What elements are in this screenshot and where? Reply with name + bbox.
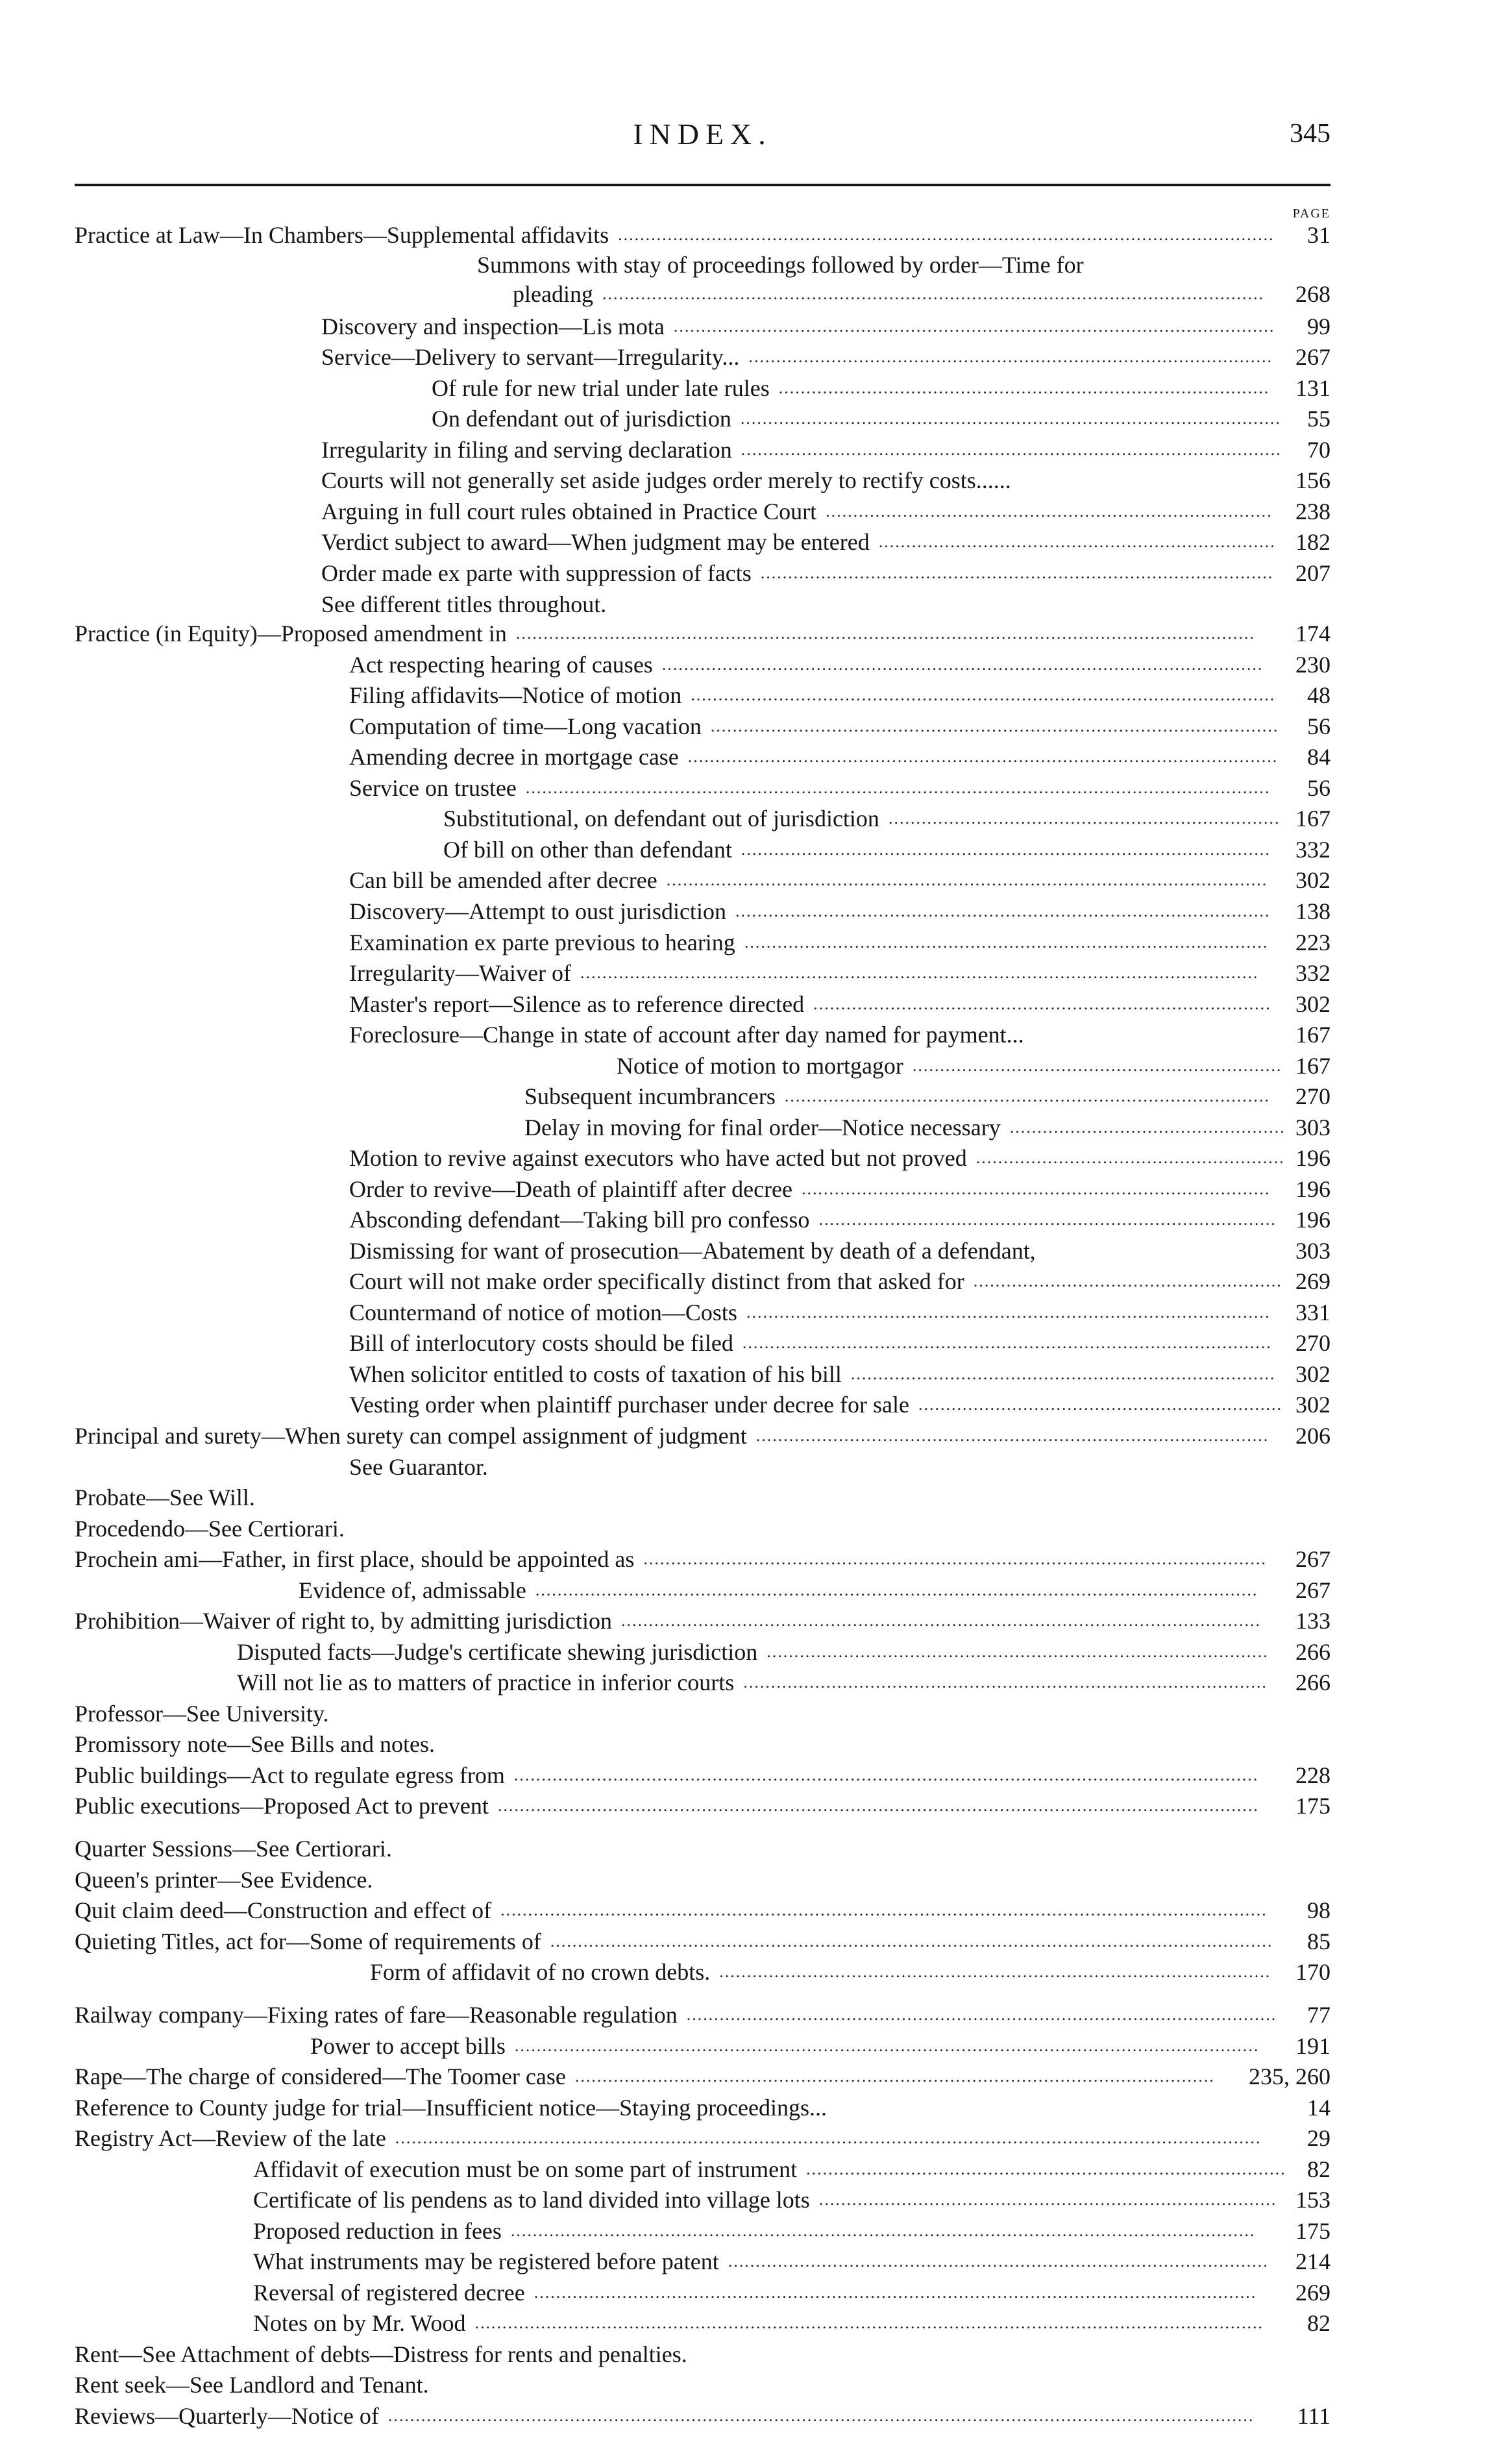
entry-page-number: 138 bbox=[1295, 898, 1330, 924]
entry-text: Countermand of notice of motion—Costs bbox=[349, 1300, 737, 1325]
entry-text: When solicitor entitled to costs of taxation of his bill bbox=[349, 1361, 842, 1387]
entry-text: Substitutional, on defendant out of jurisdiction bbox=[443, 806, 879, 832]
dot-leader: ............................................................................................... bbox=[743, 1673, 1268, 1692]
dot-leader: ................................................................................................ bbox=[741, 840, 1271, 859]
index-entry bbox=[0, 619, 1496, 648]
entry-page-number: 133 bbox=[1295, 1608, 1330, 1634]
index-entry bbox=[0, 2155, 1496, 2184]
index-entry bbox=[0, 1730, 1496, 1758]
entry-page-number: 55 bbox=[1307, 406, 1330, 432]
dot-leader: ........................................................................................................................... bbox=[580, 963, 1259, 982]
entry-page-number: 196 bbox=[1295, 1207, 1330, 1233]
index-entry bbox=[0, 1761, 1496, 1790]
entry-page-number: 99 bbox=[1307, 314, 1330, 339]
entry-text: Irregularity in filing and serving declaration bbox=[321, 437, 732, 463]
index-entry bbox=[0, 1422, 1496, 1450]
entry-page-number: 84 bbox=[1307, 744, 1330, 770]
index-entry bbox=[0, 928, 1496, 957]
index-entry bbox=[0, 866, 1496, 894]
entry-text: Certificate of lis pendens as to land divided into village lots bbox=[253, 2187, 810, 2213]
entry-text: Notice of motion to mortgagor bbox=[617, 1053, 903, 1079]
entry-text: Courts will not generally set aside judges order merely to rectify costs...... bbox=[321, 467, 1011, 493]
entry-page-number: 269 bbox=[1295, 2280, 1330, 2306]
dot-leader: .................................................................................................. bbox=[740, 409, 1281, 428]
dot-leader: ................................................................................................................................... bbox=[535, 1581, 1258, 1599]
dot-leader: .......................................................................................................... bbox=[691, 685, 1276, 704]
entry-text: Arguing in full court rules obtained in Practice Court bbox=[321, 499, 817, 524]
entry-page-number: 85 bbox=[1307, 1928, 1330, 1954]
dot-leader: ............................................................................................... bbox=[748, 347, 1273, 366]
entry-text: Principal and surety—When surety can compel assignment of judgment bbox=[75, 1423, 747, 1449]
entry-text: Procedendo—See Certiorari. bbox=[75, 1516, 345, 1542]
entry-text: Absconding defendant—Taking bill pro confesso bbox=[349, 1207, 810, 1233]
dot-leader: ....................................................................................................................................... bbox=[514, 2036, 1260, 2055]
entry-text: Order made ex parte with suppression of facts bbox=[321, 560, 752, 586]
dot-leader: ..................................................................................... bbox=[802, 1179, 1271, 1198]
entry-text: Amending decree in mortgage case bbox=[349, 744, 679, 770]
dot-leader: .................................................................................................... bbox=[719, 1962, 1271, 1981]
entry-text: Computation of time—Long vacation bbox=[349, 713, 702, 739]
dot-leader: ........................................................................................... bbox=[766, 1642, 1269, 1661]
entry-text: Rent seek—See Landlord and Tenant. bbox=[75, 2372, 429, 2398]
entry-text: Quarter Sessions—See Certiorari. bbox=[75, 1836, 392, 1862]
dot-leader: ................................................................... bbox=[912, 1056, 1282, 1075]
entry-text: Prohibition—Waiver of right to, by admitting jurisdiction bbox=[75, 1608, 613, 1634]
dot-leader: ............................................................................................... bbox=[746, 1303, 1271, 1322]
dot-leader: ....................................................................................................................................... bbox=[525, 778, 1271, 797]
page-title: INDEX. bbox=[633, 117, 772, 151]
index-entry bbox=[0, 1052, 1496, 1080]
index-entry bbox=[0, 1483, 1496, 1512]
entry-text: Examination ex parte previous to hearing bbox=[349, 930, 735, 955]
index-entry bbox=[0, 1834, 1496, 1863]
index-entry bbox=[0, 1329, 1496, 1357]
index-entry bbox=[0, 2247, 1496, 2276]
entry-text: On defendant out of jurisdiction bbox=[432, 406, 731, 432]
entry-text: Of bill on other than defendant bbox=[443, 837, 732, 863]
index-entry bbox=[0, 1390, 1496, 1419]
entry-page-number: 167 bbox=[1295, 1053, 1330, 1079]
index-entry bbox=[0, 1576, 1496, 1605]
entry-page-number: 153 bbox=[1295, 2187, 1330, 2213]
index-entry bbox=[0, 436, 1496, 464]
index-entry bbox=[0, 1020, 1496, 1049]
entry-text: Reviews—Quarterly—Notice of bbox=[75, 2403, 379, 2429]
entry-page-number: 174 bbox=[1295, 621, 1330, 647]
entry-text: Reversal of registered decree bbox=[253, 2280, 525, 2306]
entry-text: Disputed facts—Judge's certificate shewing jurisdiction bbox=[237, 1639, 758, 1665]
entry-page-number: 303 bbox=[1295, 1238, 1330, 1264]
dot-leader: ................................................................................................ bbox=[742, 1333, 1272, 1352]
entry-page-number: 267 bbox=[1295, 1577, 1330, 1603]
dot-leader: ........................................................................................................................ bbox=[602, 284, 1264, 303]
entry-page-number: 56 bbox=[1307, 775, 1330, 801]
entry-text: pleading bbox=[513, 281, 593, 307]
index-entry bbox=[0, 2340, 1496, 2369]
index-entry bbox=[0, 1514, 1496, 1543]
index-entry bbox=[0, 374, 1496, 402]
entry-page-number: 167 bbox=[1295, 806, 1330, 832]
entry-page-number: 266 bbox=[1295, 1639, 1330, 1665]
index-entry bbox=[0, 1638, 1496, 1666]
dot-leader: ............................................................................................. bbox=[755, 1426, 1269, 1445]
dot-leader: ................................................................................... bbox=[818, 1210, 1277, 1229]
entry-page-number: 269 bbox=[1295, 1268, 1330, 1294]
dot-leader: ............................................................................................................................................... bbox=[474, 2313, 1264, 2332]
entry-text: Registry Act—Review of the late bbox=[75, 2125, 386, 2151]
entry-page-number: 70 bbox=[1307, 437, 1330, 463]
entry-page-number: 175 bbox=[1295, 2218, 1330, 2244]
entry-page-number: 14 bbox=[1307, 2095, 1330, 2121]
entry-text: Irregularity—Waiver of bbox=[349, 960, 571, 986]
entry-text: Rent—See Attachment of debts—Distress for rents and penalties. bbox=[75, 2341, 687, 2367]
index-entry bbox=[0, 1958, 1496, 1986]
entry-page-number: 196 bbox=[1295, 1145, 1330, 1171]
entry-text: Reference to County judge for trial—Insufficient notice—Staying proceedings... bbox=[75, 2095, 828, 2121]
dot-leader: ............................................................................................................. bbox=[666, 870, 1268, 889]
dot-leader: .................................................. bbox=[1009, 1118, 1286, 1137]
entry-text: Of rule for new trial under late rules bbox=[432, 375, 770, 401]
entry-text: Notes on by Mr. Wood bbox=[253, 2310, 466, 2336]
index-entry bbox=[0, 466, 1496, 495]
dot-leader: ...................................................................................................................................... bbox=[515, 624, 1255, 643]
entry-page-number: 332 bbox=[1295, 837, 1330, 863]
entry-text: Public executions—Proposed Act to prevent bbox=[75, 1793, 489, 1819]
dot-leader: ................................................................................. bbox=[826, 502, 1273, 521]
entry-text: Power to accept bills bbox=[310, 2033, 506, 2059]
index-entry bbox=[0, 835, 1496, 864]
entry-page-number: 302 bbox=[1295, 867, 1330, 893]
entry-page-number: 182 bbox=[1295, 529, 1330, 555]
index-entry bbox=[0, 1205, 1496, 1234]
entry-text: See Guarantor. bbox=[349, 1454, 488, 1480]
dot-leader: ................................................................................................................. bbox=[643, 1549, 1267, 1568]
dot-leader: .................................................................................................. bbox=[741, 440, 1282, 459]
entry-page-number: 332 bbox=[1295, 960, 1330, 986]
entry-text: Public buildings—Act to regulate egress from bbox=[75, 1762, 505, 1788]
entry-page-number: 48 bbox=[1307, 682, 1330, 708]
index-entry bbox=[0, 1113, 1496, 1142]
index-entry bbox=[0, 1927, 1496, 1956]
entry-text: Motion to revive against executors who have acted but not proved bbox=[349, 1145, 967, 1171]
index-entry bbox=[0, 1792, 1496, 1820]
index-entry bbox=[0, 2217, 1496, 2245]
index-entry bbox=[0, 650, 1496, 679]
index-entry bbox=[0, 1144, 1496, 1172]
entry-text: Form of affidavit of no crown debts. bbox=[370, 1959, 711, 1985]
entry-page-number: 302 bbox=[1295, 991, 1330, 1017]
entry-text: Dismissing for want of prosecution—Abatement by death of a defendant, bbox=[349, 1238, 1036, 1264]
entry-text: Service on trustee bbox=[349, 775, 517, 801]
index-entry bbox=[0, 1896, 1496, 1925]
index-entry bbox=[0, 221, 1496, 249]
entry-text: Foreclosure—Change in state of account after day named for payment... bbox=[349, 1022, 1024, 1048]
entry-text: Court will not make order specifically distinct from that asked for bbox=[349, 1268, 964, 1294]
dot-leader: ........................................................ bbox=[973, 1272, 1282, 1290]
dot-leader: ............................................................................................................................................................. bbox=[387, 2406, 1255, 2425]
dot-leader: ....................................................................................................................................... bbox=[510, 2221, 1256, 2240]
entry-text: Probate—See Will. bbox=[75, 1485, 255, 1510]
entry-text: Railway company—Fixing rates of fare—Reasonable regulation bbox=[75, 2002, 678, 2028]
index-entry bbox=[0, 2309, 1496, 2337]
entry-page-number: 267 bbox=[1295, 1546, 1330, 1572]
dot-leader: ....................................................................................................... bbox=[710, 717, 1279, 735]
entry-page-number: 191 bbox=[1295, 2033, 1330, 2059]
entry-text: Proposed reduction in fees bbox=[253, 2218, 502, 2244]
index-entry bbox=[0, 743, 1496, 771]
entry-page-number: 111 bbox=[1297, 2403, 1330, 2429]
index-entry bbox=[0, 312, 1496, 341]
dot-leader: ................................................................................................. bbox=[735, 902, 1271, 920]
entry-text: Queen's printer—See Evidence. bbox=[75, 1867, 373, 1893]
entry-page-number: 207 bbox=[1295, 560, 1330, 586]
entry-page-number: 214 bbox=[1295, 2248, 1330, 2274]
entry-text: Discovery and inspection—Lis mota bbox=[321, 314, 665, 339]
entry-page-number: 235, 260 bbox=[1249, 2064, 1330, 2089]
entry-page-number: 267 bbox=[1295, 344, 1330, 370]
index-entry bbox=[0, 2093, 1496, 2122]
entry-page-number: 196 bbox=[1295, 1176, 1330, 1202]
index-entry bbox=[0, 497, 1496, 526]
dot-leader: ....................................................................................................................... bbox=[618, 225, 1275, 244]
page-number: 345 bbox=[1290, 119, 1330, 149]
index-entry bbox=[0, 712, 1496, 741]
entry-text: Quit claim deed—Construction and effect of bbox=[75, 1897, 492, 1923]
entry-text: What instruments may be registered before patent bbox=[253, 2248, 719, 2274]
entry-page-number: 302 bbox=[1295, 1392, 1330, 1418]
entry-page-number: 31 bbox=[1307, 222, 1330, 248]
dot-leader: ........................................................................................................................................... bbox=[500, 1901, 1268, 1919]
index-entry bbox=[0, 959, 1496, 987]
index-entry bbox=[0, 2124, 1496, 2152]
entry-page-number: 167 bbox=[1295, 1022, 1330, 1048]
dot-leader: ................................................................................... bbox=[813, 994, 1271, 1013]
dot-leader: ................................................................................................................................... bbox=[533, 2283, 1257, 2302]
index-entry bbox=[0, 1360, 1496, 1388]
entry-text: Service—Delivery to servant—Irregularity... bbox=[321, 344, 740, 370]
index-entry bbox=[0, 2062, 1496, 2091]
dot-leader: .................................................................. bbox=[918, 1395, 1282, 1414]
entry-text: Vesting order when plaintiff purchaser under decree for sale bbox=[349, 1392, 909, 1418]
dot-leader: ............................................................................. bbox=[850, 1364, 1276, 1383]
index-entry bbox=[0, 280, 1496, 308]
index-entry bbox=[0, 897, 1496, 926]
dot-leader: ........................................................................................................... bbox=[687, 747, 1279, 766]
index-entry bbox=[0, 681, 1496, 709]
entry-page-number: 230 bbox=[1295, 652, 1330, 678]
index-entry bbox=[0, 990, 1496, 1018]
dot-leader: ............................................................................................... bbox=[744, 933, 1269, 952]
entry-page-number: 156 bbox=[1295, 467, 1330, 493]
dot-leader: ................................................................................... bbox=[818, 2190, 1277, 2209]
dot-leader: ................................................................................................................................... bbox=[550, 1932, 1273, 1951]
entry-page-number: 270 bbox=[1295, 1083, 1330, 1109]
entry-text: Verdict subject to award—When judgment may be entered bbox=[321, 529, 870, 555]
entry-text: Quieting Titles, act for—Some of requirements of bbox=[75, 1928, 541, 1954]
entry-page-number: 82 bbox=[1307, 2156, 1330, 2182]
index-entry bbox=[0, 2186, 1496, 2214]
entry-text: Subsequent incumbrancers bbox=[524, 1083, 776, 1109]
dot-leader: ....................................................................... bbox=[888, 809, 1281, 828]
entry-text: Promissory note—See Bills and notes. bbox=[75, 1731, 435, 1757]
entry-page-number: 331 bbox=[1295, 1300, 1330, 1325]
index-entry bbox=[0, 404, 1496, 433]
dot-leader: .................................................................................................................... bbox=[621, 1611, 1262, 1630]
entry-text: Summons with stay of proceedings followed by order—Time for bbox=[477, 252, 1084, 278]
index-entry bbox=[0, 1545, 1496, 1573]
index-entry bbox=[0, 1267, 1496, 1296]
dot-leader: ........................................................................................................... bbox=[686, 2005, 1277, 2024]
entry-page-number: 266 bbox=[1295, 1669, 1330, 1695]
index-entry bbox=[0, 1866, 1496, 1894]
entry-page-number: 223 bbox=[1295, 930, 1330, 955]
index-entry bbox=[0, 1175, 1496, 1203]
entry-text: See different titles throughout. bbox=[321, 591, 607, 617]
entry-page-number: 268 bbox=[1295, 281, 1330, 307]
dot-leader: ........................................................................................ bbox=[784, 1087, 1270, 1105]
dot-leader: .................................................................................................. bbox=[728, 2252, 1269, 2271]
dot-leader: ............................................................................................................. bbox=[673, 317, 1275, 336]
entry-text: Evidence of, admissable bbox=[299, 1577, 526, 1603]
entry-text: Affidavit of execution must be on some part of instrument bbox=[253, 2156, 798, 2182]
entry-text: Can bill be amended after decree bbox=[349, 867, 657, 893]
entry-text: Professor—See University. bbox=[75, 1701, 329, 1727]
index-entry bbox=[0, 2278, 1496, 2307]
entry-text: Will not lie as to matters of practice in inferior courts bbox=[237, 1669, 735, 1695]
dot-leader: .................................................................................................................... bbox=[574, 2067, 1215, 2086]
entry-text: Order to revive—Death of plaintiff after decree bbox=[349, 1176, 792, 1202]
index-entry bbox=[0, 590, 1496, 619]
entry-page-number: 206 bbox=[1295, 1423, 1330, 1449]
entry-page-number: 170 bbox=[1295, 1959, 1330, 1985]
entry-page-number: 82 bbox=[1307, 2310, 1330, 2336]
entry-page-number: 175 bbox=[1295, 1793, 1330, 1819]
dot-leader: ............................................................................................. bbox=[760, 563, 1274, 582]
entry-page-number: 303 bbox=[1295, 1115, 1330, 1140]
index-entry bbox=[0, 343, 1496, 371]
entry-text: Practice (in Equity)—Proposed amendment in bbox=[75, 621, 507, 647]
index-entry bbox=[0, 528, 1496, 556]
index-entry bbox=[0, 2032, 1496, 2060]
index-entry bbox=[0, 2402, 1496, 2430]
index-entry bbox=[0, 2371, 1496, 2399]
entry-text: Master's report—Silence as to reference directed bbox=[349, 991, 805, 1017]
index-entry bbox=[0, 1668, 1496, 1697]
index-entry bbox=[0, 774, 1496, 802]
entry-text: Rape—The charge of considered—The Toomer case bbox=[75, 2064, 566, 2089]
entry-page-number: 29 bbox=[1307, 2125, 1330, 2151]
dot-leader: ....................................................................................... bbox=[806, 2160, 1286, 2178]
entry-text: Delay in moving for final order—Notice necessary bbox=[524, 1115, 1001, 1140]
page-column-label: PAGE bbox=[1292, 206, 1330, 221]
entry-page-number: 238 bbox=[1295, 499, 1330, 524]
entry-text: Filing affidavits—Notice of motion bbox=[349, 682, 682, 708]
entry-page-number: 77 bbox=[1307, 2002, 1330, 2028]
entry-page-number: 302 bbox=[1295, 1361, 1330, 1387]
dot-leader: ......................................................................................... bbox=[778, 378, 1270, 397]
index-entry bbox=[0, 559, 1496, 587]
index-entry bbox=[0, 1237, 1496, 1265]
entry-text: Discovery—Attempt to oust jurisdiction bbox=[349, 898, 726, 924]
entry-text: Prochein ami—Father, in first place, should be appointed as bbox=[75, 1546, 635, 1572]
dot-leader: ........................................................................ bbox=[878, 532, 1276, 551]
entry-page-number: 56 bbox=[1307, 713, 1330, 739]
index-entry bbox=[0, 1453, 1496, 1481]
dot-leader: ............................................................................................................. bbox=[661, 655, 1264, 674]
index-entry bbox=[0, 251, 1496, 279]
dot-leader: ....................................................................................................................................... bbox=[513, 1766, 1259, 1784]
entry-text: Practice at Law—In Chambers—Supplemental affidavits bbox=[75, 222, 609, 248]
index-entry bbox=[0, 1607, 1496, 1635]
entry-page-number: 228 bbox=[1295, 1762, 1330, 1788]
dot-leader: ........................................................ bbox=[975, 1148, 1285, 1167]
entry-page-number: 270 bbox=[1295, 1330, 1330, 1356]
entry-text: Act respecting hearing of causes bbox=[349, 652, 653, 678]
dot-leader: ............................................................................................................................................................. bbox=[395, 2128, 1262, 2147]
index-entry bbox=[0, 1082, 1496, 1111]
entry-page-number: 131 bbox=[1295, 375, 1330, 401]
index-entry bbox=[0, 804, 1496, 833]
index-entry bbox=[0, 1699, 1496, 1728]
index-entry bbox=[0, 2001, 1496, 2029]
dot-leader: .......................................................................................................................................... bbox=[497, 1796, 1259, 1815]
index-entry bbox=[0, 1298, 1496, 1327]
entry-text: Bill of interlocutory costs should be filed bbox=[349, 1330, 733, 1356]
entry-page-number: 98 bbox=[1307, 1897, 1330, 1923]
